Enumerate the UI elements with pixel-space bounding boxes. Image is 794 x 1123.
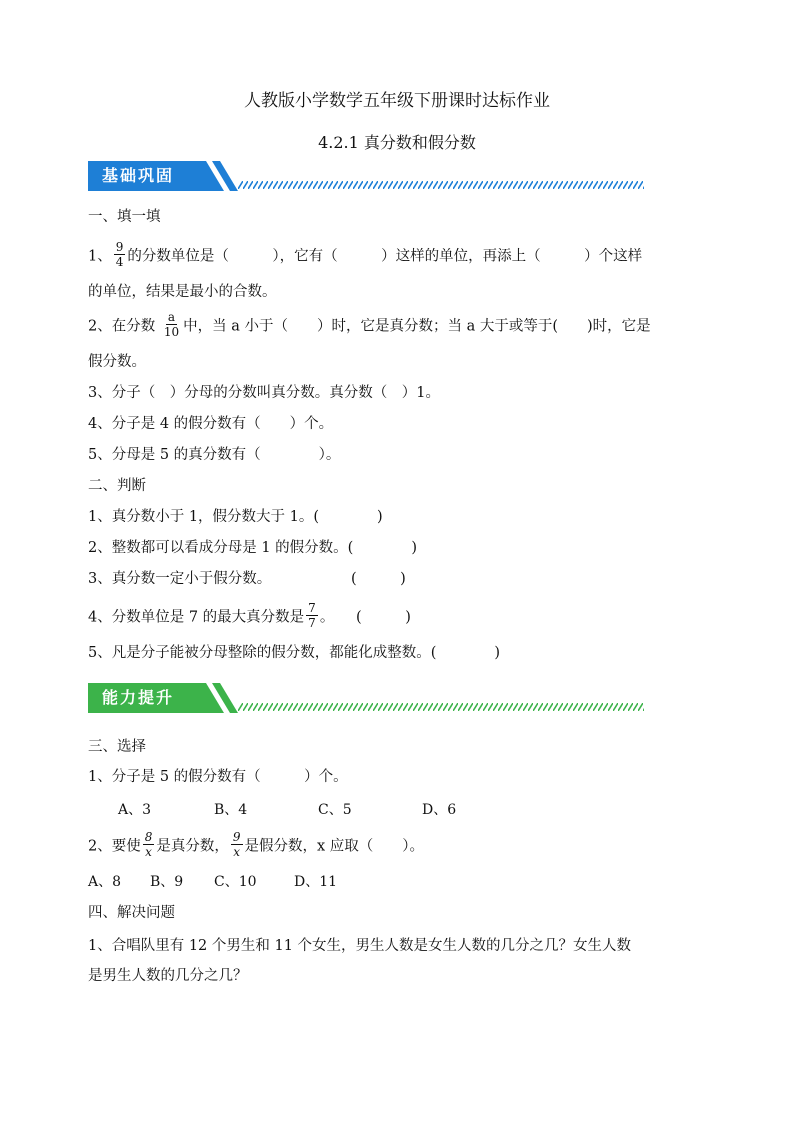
part1-q4: 4、分子是 4 的假分数有（ ）个。 [88, 416, 334, 432]
part2-q3: 3、真分数一定小于假分数。 ( ) [88, 571, 406, 587]
fraction-denominator: 10 [163, 325, 180, 339]
part1-q3: 3、分子（ ）分母的分数叫真分数。真分数（ ）1。 [88, 385, 440, 401]
question-text: 是假分数，x 应取（ ）。 [244, 838, 425, 855]
part4-q1-line1: 1、合唱队里有 12 个男生和 11 个女生，男生人数是女生人数的几分之几？女生人数 [88, 938, 632, 954]
part1-q1-cont: 的单位，结果是最小的合数。 [88, 284, 277, 300]
part3-heading: 三、选择 [88, 739, 146, 755]
banner-hatch-basic [238, 181, 644, 189]
banner-hatch-ability [238, 703, 644, 711]
q-number: 2、在分数 [88, 318, 160, 335]
part1-q1 [88, 242, 708, 271]
part3-q2-option-a: A、8 [88, 874, 122, 890]
fraction [306, 601, 318, 630]
fraction-denominator: x [145, 845, 152, 859]
fraction [114, 240, 126, 269]
question-text: 2、要使 [88, 838, 141, 855]
section-label-ability: 能力提升 [102, 688, 175, 707]
question-text: 是真分数， [156, 838, 229, 855]
part2-heading: 二、判断 [88, 478, 146, 494]
q-number: 1、 [88, 248, 112, 265]
page-title: 人教版小学数学五年级下册课时达标作业 [244, 91, 550, 111]
part1-q5: 5、分母是 5 的真分数有（ ）。 [88, 447, 341, 463]
section-banner-basic [88, 161, 644, 191]
question-text: 4、分数单位是 7 的最大真分数是 [88, 609, 305, 626]
part4-q1-line2: 是男生人数的几分之几？ [88, 968, 248, 984]
question-text: 的分数单位是（ ），它有（ ）这样的单位，再添上（ ）个这样 [127, 248, 643, 265]
part3-q1: 1、分子是 5 的假分数有（ ）个。 [88, 769, 348, 785]
part4-heading: 四、解决问题 [88, 905, 175, 921]
fraction [143, 830, 155, 859]
fraction [231, 830, 243, 859]
fraction-denominator: x [233, 845, 241, 859]
question-text: 中，当 a 小于（ ）时，它是真分数；当 a 大于或等于( )时，它是 [183, 318, 651, 335]
part3-q2-option-b: B、9 [150, 874, 184, 890]
fraction-denominator: 4 [115, 255, 124, 269]
part2-q1: 1、真分数小于 1，假分数大于 1。( ) [88, 509, 383, 525]
part3-q1-option-a: A、3 [118, 802, 152, 818]
part3-q2 [88, 832, 424, 861]
part3-q1-option-b: B、4 [214, 802, 248, 818]
part2-q2: 2、整数都可以看成分母是 1 的假分数。( ) [88, 540, 417, 556]
part2-q4 [88, 603, 411, 632]
fraction-numerator: 9 [232, 830, 241, 844]
page-subtitle: 4.2.1 真分数和假分数 [318, 133, 476, 152]
part1-q2 [88, 312, 651, 341]
part1-q2-cont: 假分数。 [88, 354, 146, 370]
part3-q2-option-d: D、11 [294, 874, 338, 890]
fraction-numerator: 7 [308, 601, 316, 615]
fraction-numerator: 9 [115, 240, 124, 254]
question-text: 。 ( ) [319, 609, 411, 626]
section-label-basic: 基础巩固 [102, 166, 175, 185]
part3-q1-option-d: D、6 [422, 802, 457, 818]
part1-heading: 一、填一填 [88, 209, 161, 225]
fraction [162, 310, 181, 339]
part2-q5: 5、凡是分子能被分母整除的假分数，都能化成整数。( ) [88, 645, 501, 661]
fraction-numerator: 8 [144, 830, 153, 844]
section-banner-ability [88, 683, 644, 713]
part3-q1-option-c: C、5 [318, 802, 352, 818]
fraction-numerator: a [167, 310, 176, 324]
fraction-denominator: 7 [308, 616, 316, 630]
part3-q2-option-c: C、10 [214, 874, 257, 890]
